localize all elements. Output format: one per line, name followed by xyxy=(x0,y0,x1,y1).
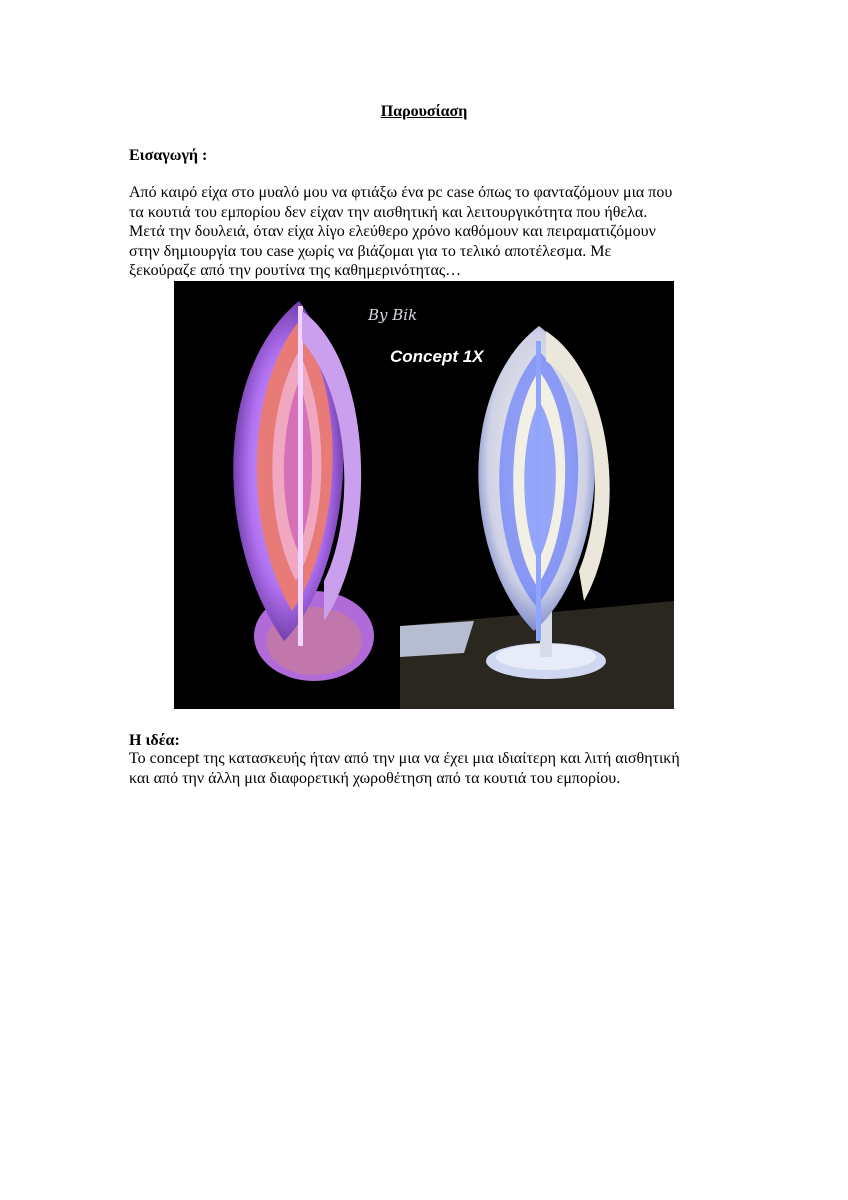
photo-watermark: By Bik xyxy=(368,306,418,324)
idea-heading: Η ιδέα: xyxy=(129,732,180,749)
idea-line: και από την άλλη μια διαφορετική χωροθέτηση από τα κουτιά του εμπορίου. xyxy=(129,769,621,787)
intro-line: Από καιρό είχα στο μυαλό μου να φτιάξω ένα pc case όπως το φανταζόμουν μια που xyxy=(129,184,673,201)
intro-line: στην δημιουργία του case χωρίς να βιάζομαι για το τελικό αποτέλεσμα. Με xyxy=(129,242,612,260)
intro-line: τα κουτιά του εμπορίου δεν είχαν την αισθητική και λειτουργικότητα που ήθελα. xyxy=(129,203,648,221)
page-title: Παρουσίαση xyxy=(380,103,468,120)
intro-heading: Εισαγωγή : xyxy=(129,147,208,164)
photo-caption: Concept 1X xyxy=(390,347,484,366)
idea-line: Το concept της κατασκευής ήταν από την μια να έχει μια ιδιαίτερη και λιτή αισθητική xyxy=(129,750,680,767)
intro-line: ξεκούραζε από την ρουτίνα της καθημερινότητας… xyxy=(129,262,462,279)
idea-paragraph xyxy=(129,749,729,788)
intro-paragraph xyxy=(129,183,729,281)
intro-line: Μετά την δουλειά, όταν είχα λίγο ελεύθερο χρόνο καθόμουν και πειραματιζόμουν xyxy=(129,223,656,240)
concept-photo xyxy=(174,281,674,709)
pc-case-illustration xyxy=(174,281,674,709)
